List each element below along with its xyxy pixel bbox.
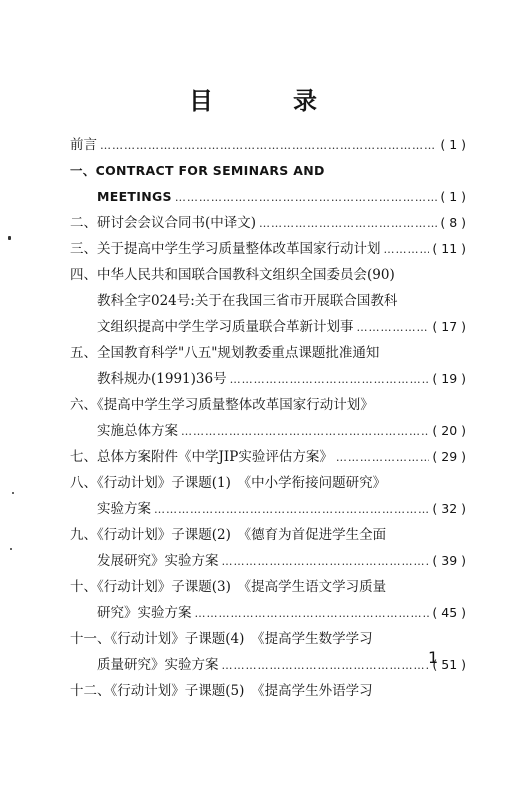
toc-line — [70, 678, 466, 704]
toc-entry-text: 十、《行动计划》子课题(3) 《提高学生语文学习质量 — [70, 579, 387, 595]
toc-entry-text: MEETINGS — [97, 189, 172, 204]
toc-line — [70, 574, 466, 600]
leader-dots — [154, 497, 429, 523]
leader-dots — [222, 653, 430, 679]
toc-list — [70, 132, 466, 704]
page-number: 1 — [428, 648, 439, 667]
leader-dots — [100, 133, 437, 159]
toc-line — [70, 444, 466, 470]
toc-line — [70, 392, 466, 418]
scan-speck — [8, 236, 11, 240]
toc-entry-page: ( 1 ) — [440, 189, 466, 204]
toc-entry-text: 二、研讨会会议合同书(中译文) — [70, 215, 257, 231]
toc-entry-text: 实验方案 — [97, 501, 151, 517]
toc-line — [70, 600, 466, 626]
toc-line — [70, 158, 466, 184]
toc-entry-text: 七、总体方案附件《中学JIP实验评估方案》 — [70, 449, 333, 465]
toc-line — [70, 314, 466, 340]
scan-speck — [12, 492, 14, 494]
toc-entry-page: ( 8 ) — [440, 215, 466, 230]
toc-title: 目 录 — [189, 86, 345, 115]
toc-entry-text: 教科全字024号:关于在我国三省市开展联合国教科 — [97, 293, 398, 309]
leader-dots — [195, 601, 430, 627]
toc-entry-text: 一、CONTRACT FOR SEMINARS AND — [70, 163, 325, 178]
toc-entry-text: 三、关于提高中学生学习质量整体改革国家行动计划 — [70, 241, 381, 257]
toc-line — [70, 340, 466, 366]
toc-line — [70, 262, 466, 288]
toc-line — [70, 626, 466, 652]
toc-entry-text: 实施总体方案 — [97, 423, 178, 439]
toc-entry-page: ( 11 ) — [432, 241, 466, 256]
toc-entry-text: 质量研究》实验方案 — [97, 657, 219, 673]
toc-line — [70, 522, 466, 548]
leader-dots — [384, 237, 430, 263]
toc-line — [70, 470, 466, 496]
toc-entry-page: ( 45 ) — [432, 605, 466, 620]
toc-entry-page: ( 29 ) — [432, 449, 466, 464]
toc-entry-text: 文组织提高中学生学习质量联合革新计划事 — [97, 319, 354, 335]
toc-entry-text: 八、《行动计划》子课题(1) 《中小学衔接问题研究》 — [70, 475, 387, 491]
leader-dots — [230, 367, 430, 393]
toc-entry-page: ( 32 ) — [432, 501, 466, 516]
leader-dots — [357, 315, 430, 341]
toc-entry-text: 教科规办(1991)36号 — [97, 371, 227, 387]
toc-entry-page: ( 17 ) — [432, 319, 466, 334]
toc-line — [70, 496, 466, 522]
toc-entry-page: ( 20 ) — [432, 423, 466, 438]
toc-entry-text: 研究》实验方案 — [97, 605, 192, 621]
toc-entry-text: 前言 — [70, 137, 97, 153]
leader-dots — [222, 549, 430, 575]
toc-entry-text: 发展研究》实验方案 — [97, 553, 219, 569]
toc-entry-text: 十二、《行动计划》子课题(5) 《提高学生外语学习 — [70, 683, 373, 699]
toc-line — [70, 210, 466, 236]
toc-entry-page: ( 19 ) — [432, 371, 466, 386]
toc-entry-text: 五、全国教育科学"八五"规划教委重点课题批准通知 — [70, 345, 380, 361]
toc-entry-text: 四、中华人民共和国联合国教科文组织全国委员会(90) — [70, 267, 395, 283]
leader-dots — [336, 445, 430, 471]
toc-entry-text: 九、《行动计划》子课题(2) 《德育为首促进学生全面 — [70, 527, 387, 543]
toc-entry-page: ( 39 ) — [432, 553, 466, 568]
toc-line — [70, 288, 466, 314]
toc-entry-text: 十一、《行动计划》子课题(4) 《提高学生数学学习 — [70, 631, 373, 647]
toc-line — [70, 418, 466, 444]
toc-line — [70, 652, 466, 678]
toc-entry-page: ( 1 ) — [440, 137, 466, 152]
toc-line — [70, 236, 466, 262]
leader-dots — [175, 185, 438, 211]
toc-line — [70, 132, 466, 158]
toc-entry-text: 六、《提高中学生学习质量整体改革国家行动计划》 — [70, 397, 374, 413]
scan-speck — [10, 548, 12, 550]
toc-line — [70, 184, 466, 210]
leader-dots — [181, 419, 429, 445]
toc-entry-page: ( 51 ) — [432, 657, 466, 672]
toc-line — [70, 366, 466, 392]
toc-line — [70, 548, 466, 574]
leader-dots — [259, 211, 437, 237]
